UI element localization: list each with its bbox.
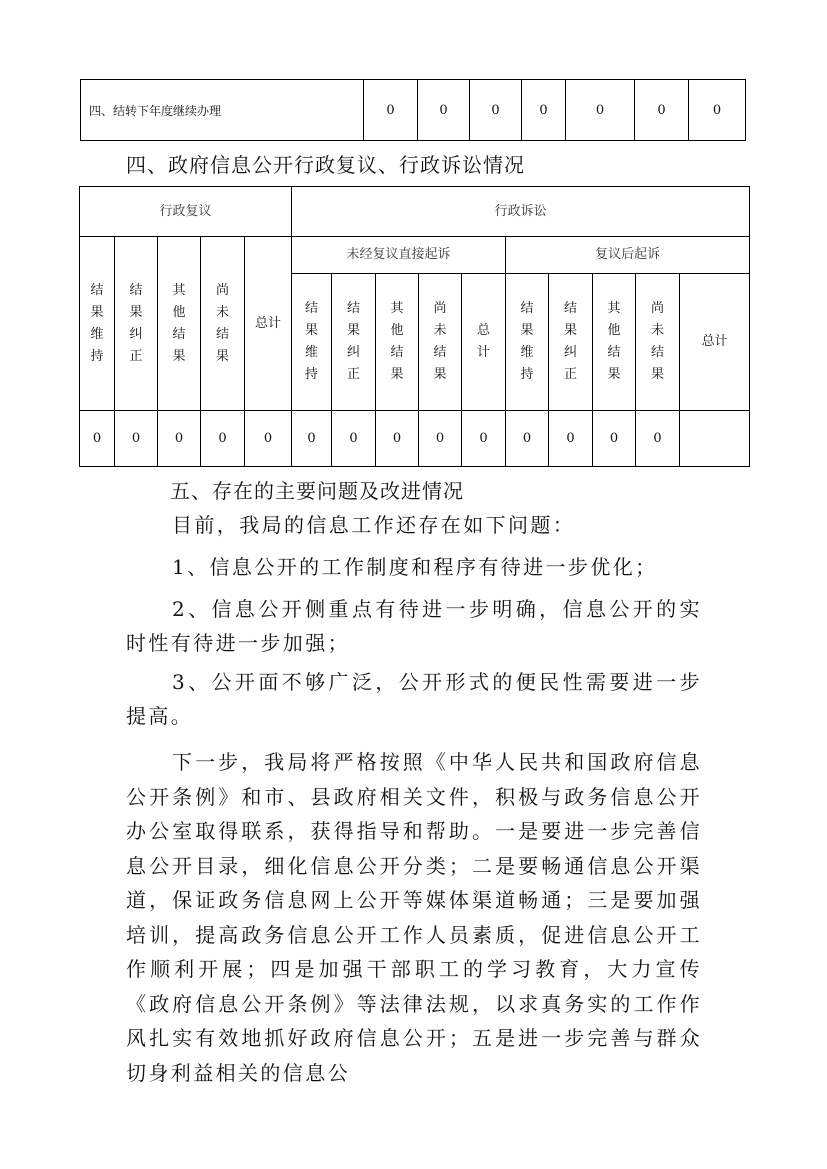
table-cell: 0 — [292, 411, 332, 467]
col-header-maintained: 结 果 维 持 — [80, 237, 115, 411]
table-cell: 0 — [419, 411, 462, 467]
paragraph: 3、公开面不够广泛，公开形式的便民性需要进一步提高。 — [126, 670, 702, 728]
col-header-other: 其 他 结 果 — [593, 274, 636, 411]
row-label: 四、结转下年度继续办理 — [81, 80, 364, 141]
col-header-pending: 尚 未 结 果 — [636, 274, 680, 411]
col-header-total: 总计 — [680, 274, 750, 411]
admin-litigation-header: 行政诉讼 — [292, 187, 750, 237]
table-cell: 0 — [245, 411, 292, 467]
table-cell: 0 — [506, 411, 549, 467]
table-cell: 0 — [80, 411, 115, 467]
section-heading: 五、存在的主要问题及改进情况 — [170, 479, 464, 503]
table-cell: 0 — [470, 80, 522, 141]
col-header-total: 总 计 — [462, 274, 506, 411]
col-header-pending: 尚 未 结 果 — [201, 237, 245, 411]
col-header-pending: 尚 未 结 果 — [419, 274, 462, 411]
col-header-other: 其 他 结 果 — [158, 237, 201, 411]
table-cell: 0 — [418, 80, 470, 141]
table-cell: 0 — [593, 411, 636, 467]
table-cell: 0 — [332, 411, 376, 467]
col-header-maintained: 结 果 维 持 — [292, 274, 332, 411]
paragraph: 下一步，我局将严格按照《中华人民共和国政府信息公开条例》和市、县政府相关文件，积极与政务信息公开办公室取得联系，获得指导和帮助。一是要进一步完善信息公开目录，细化信息公开分类；二是要畅通信息公开渠道，保证政务信息网上公开等媒体渠道畅通；三是要加强培训，提高政务信息公开工作人员素质，促进信息公开工作顺利开展；四是加强干部职工的学习教育，大力宣传《政府信息公开条例》等法律法规，以求真务实的工作作风扎实有效地抓好政府信息公开；五是进一步完善与群众切身利益相关的信息公 — [126, 750, 702, 1085]
col-header-corrected: 结 果 纠 正 — [332, 274, 376, 411]
table-row — [81, 80, 746, 141]
table-cell: 0 — [462, 411, 506, 467]
table-cell — [680, 411, 750, 467]
paragraph: 2、信息公开侧重点有待进一步明确，信息公开的实时性有待进一步加强； — [126, 597, 702, 655]
col-header-corrected: 结 果 纠 正 — [549, 274, 593, 411]
direct-suit-header: 未经复议直接起诉 — [292, 237, 506, 274]
table-cell: 0 — [689, 80, 746, 141]
paragraph: 目前，我局的信息工作还存在如下问题： — [172, 513, 576, 537]
table-row — [80, 411, 750, 467]
table-cell: 0 — [636, 411, 680, 467]
table-cell: 0 — [201, 411, 245, 467]
table-cell: 0 — [566, 80, 635, 141]
table-cell: 0 — [364, 80, 418, 141]
col-header-other: 其 他 结 果 — [376, 274, 419, 411]
table-cell: 0 — [115, 411, 158, 467]
table-cell: 0 — [376, 411, 419, 467]
table-row — [80, 237, 750, 274]
col-header-maintained: 结 果 维 持 — [506, 274, 549, 411]
table-row — [80, 187, 750, 237]
col-header-total: 总计 — [245, 237, 292, 411]
review-litigation-table — [79, 186, 750, 467]
table-cell: 0 — [158, 411, 201, 467]
paragraph: 1、信息公开的工作制度和程序有待进一步优化； — [172, 555, 658, 579]
table-cell: 0 — [635, 80, 689, 141]
suit-after-review-header: 复议后起诉 — [506, 237, 750, 274]
table-cell: 0 — [522, 80, 566, 141]
carryover-table — [80, 79, 746, 141]
section-heading: 四、政府信息公开行政复议、行政诉讼情况 — [126, 153, 525, 177]
col-header-corrected: 结 果 纠 正 — [115, 237, 158, 411]
admin-review-header: 行政复议 — [80, 187, 292, 237]
table-cell: 0 — [549, 411, 593, 467]
